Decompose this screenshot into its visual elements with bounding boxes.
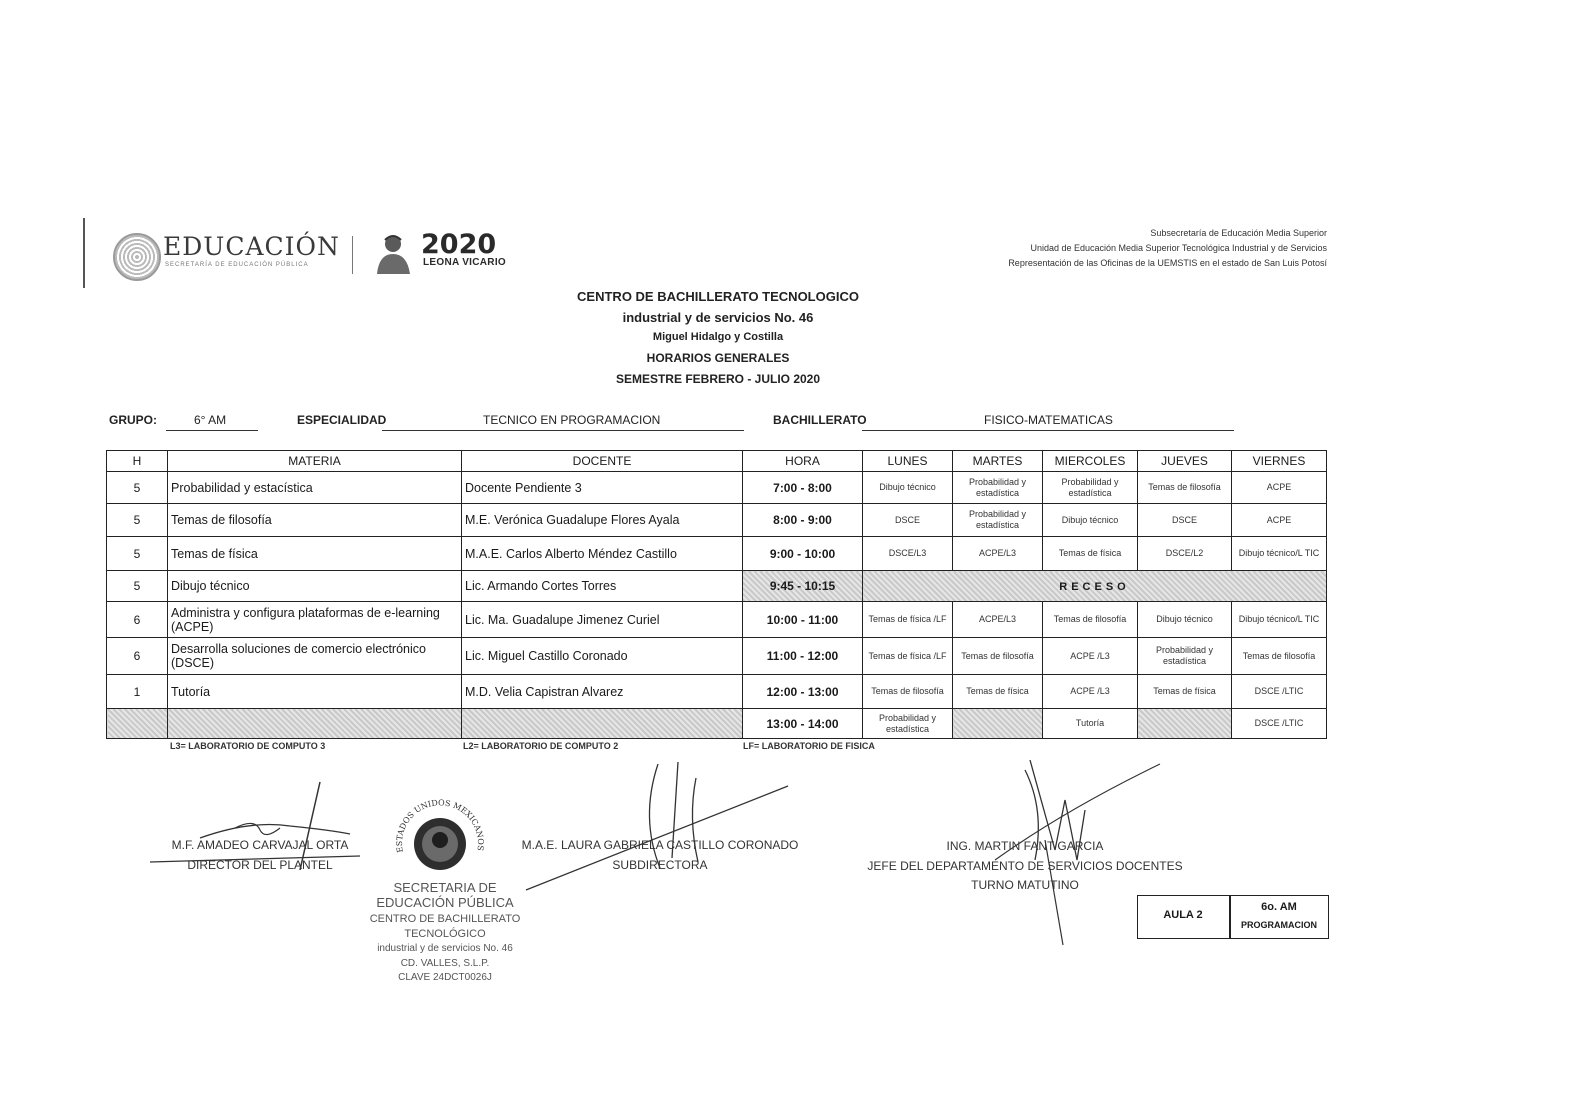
year-logo-subtitle: LEONA VICARIO — [423, 257, 506, 268]
header-hora: HORA — [743, 451, 863, 472]
cell-viernes: Dibujo técnico/L TIC — [1232, 537, 1327, 571]
jefe-shift: TURNO MATUTINO — [971, 878, 1079, 892]
educacion-logo-subtext: SECRETARÍA DE EDUCACIÓN PÚBLICA — [165, 262, 309, 268]
table-row — [107, 504, 1327, 537]
jefe-role: JEFE DEL DEPARTAMENTO DE SERVICIOS DOCENTES — [867, 859, 1183, 873]
row-docente: Lic. Armando Cortes Torres — [462, 571, 743, 602]
cell-lunes: Temas de física /LF — [863, 638, 953, 675]
header-martes: MARTES — [953, 451, 1043, 472]
cell-lunes: Temas de filosofía — [863, 675, 953, 709]
cell-martes: ACPE/L3 — [953, 602, 1043, 638]
cell-lunes: Temas de física /LF — [863, 602, 953, 638]
table-row — [107, 675, 1327, 709]
aula-group: 6o. AM — [1261, 901, 1297, 913]
jefe-name: ING. MARTIN FANT GARCIA — [946, 839, 1104, 853]
bachillerato-underline — [862, 430, 1234, 431]
stamp-line-5: industrial y de servicios No. 46 — [377, 943, 513, 954]
stamp-line-4: TECNOLÓGICO — [404, 928, 486, 940]
subdirector-name: M.A.E. LAURA GABRIELA CASTILLO CORONADO — [521, 838, 799, 852]
subdirector-role: SUBDIRECTORA — [612, 858, 708, 872]
cell-jueves: Temas de filosofía — [1138, 472, 1232, 504]
row-docente: M.D. Velia Capistran Alvarez — [462, 675, 743, 709]
stamp-line-6: CD. VALLES, S.L.P. — [400, 958, 490, 969]
schedule-table — [106, 450, 1327, 739]
cell-martes: Temas de filosofía — [953, 638, 1043, 675]
header-right-line-1: Subsecretaría de Educación Media Superior — [1150, 228, 1327, 238]
row-materia — [168, 709, 462, 739]
row-docente: M.A.E. Carlos Alberto Méndez Castillo — [462, 537, 743, 571]
header-viernes: VIERNES — [1232, 451, 1327, 472]
row-materia: Administra y configura plataformas de e-learning (ACPE) — [168, 602, 462, 638]
seal-ring-text: ESTADOS UNIDOS MEXICANOS — [394, 798, 486, 854]
row-hours: 1 — [107, 675, 168, 709]
row-hours: 6 — [107, 638, 168, 675]
school-subtitle: industrial y de servicios No. 46 — [622, 310, 814, 325]
semester-label: SEMESTRE FEBRERO - JULIO 2020 — [615, 372, 821, 386]
official-seal-icon — [391, 792, 489, 882]
cell-viernes: DSCE /LTIC — [1232, 675, 1327, 709]
cell-viernes: Temas de filosofía — [1232, 638, 1327, 675]
legend-l2: L2= LABORATORIO DE COMPUTO 2 — [463, 741, 619, 751]
aula-label: AULA 2 — [1163, 909, 1203, 921]
row-hours: 5 — [107, 537, 168, 571]
legend-l3: L3= LABORATORIO DE COMPUTO 3 — [170, 741, 326, 751]
row-materia: Probabilidad y estacística — [168, 472, 462, 504]
row-materia: Temas de filosofía — [168, 504, 462, 537]
cell-jueves — [1138, 709, 1232, 739]
receso-label: RECESO — [1059, 581, 1130, 593]
national-seal-icon — [113, 233, 161, 281]
cell-viernes: DSCE /LTIC — [1232, 709, 1327, 739]
table-row — [107, 537, 1327, 571]
header-right-line-3: Representación de las Oficinas de la UEMSTIS en el estado de San Luis Potosí — [1008, 258, 1327, 268]
cell-jueves: Dibujo técnico — [1138, 602, 1232, 638]
row-hora: 9:00 - 10:00 — [743, 537, 863, 571]
cell-martes: ACPE/L3 — [953, 537, 1043, 571]
table-row-receso — [107, 571, 1327, 602]
header-lunes: LUNES — [863, 451, 953, 472]
header-h: H — [107, 451, 168, 472]
leona-vicario-portrait-icon — [371, 232, 416, 274]
header-left-bar — [83, 218, 85, 288]
aula-specialty: PROGRAMACION — [1241, 920, 1317, 930]
table-header-row — [107, 451, 1327, 472]
grupo-underline — [166, 430, 258, 431]
stamp-line-7: CLAVE 24DCT0026J — [398, 972, 492, 983]
row-hours: 5 — [107, 504, 168, 537]
cell-viernes: ACPE — [1232, 472, 1327, 504]
row-hora: 7:00 - 8:00 — [743, 472, 863, 504]
row-hora: 10:00 - 11:00 — [743, 602, 863, 638]
logo-divider — [352, 236, 353, 274]
row-docente: Docente Pendiente 3 — [462, 472, 743, 504]
cell-jueves: Temas de física — [1138, 675, 1232, 709]
header-docente: DOCENTE — [462, 451, 743, 472]
row-docente: Lic. Miguel Castillo Coronado — [462, 638, 743, 675]
cell-lunes: DSCE/L3 — [863, 537, 953, 571]
cell-miercoles: Dibujo técnico — [1043, 504, 1138, 537]
row-materia: Desarrolla soluciones de comercio electrónico (DSCE) — [168, 638, 462, 675]
legend-lf: LF= LABORATORIO DE FISICA — [743, 741, 875, 751]
cell-viernes: Dibujo técnico/L TIC — [1232, 602, 1327, 638]
cell-miercoles: Temas de física — [1043, 537, 1138, 571]
cell-miercoles: ACPE /L3 — [1043, 638, 1138, 675]
row-docente: Lic. Ma. Guadalupe Jimenez Curiel — [462, 602, 743, 638]
school-name: CENTRO DE BACHILLERATO TECNOLOGICO — [577, 289, 859, 304]
especialidad-underline — [382, 430, 744, 431]
row-hours: 6 — [107, 602, 168, 638]
cell-lunes: DSCE — [863, 504, 953, 537]
header-miercoles: MIERCOLES — [1043, 451, 1138, 472]
table-row — [107, 472, 1327, 504]
cell-lunes: Probabilidad y estadística — [863, 709, 953, 739]
cell-miercoles: ACPE /L3 — [1043, 675, 1138, 709]
row-hora: 11:00 - 12:00 — [743, 638, 863, 675]
cell-miercoles: Tutoría — [1043, 709, 1138, 739]
row-hora: 8:00 - 9:00 — [743, 504, 863, 537]
header-right-line-2: Unidad de Educación Media Superior Tecnológica Industrial y de Servicios — [1030, 243, 1327, 253]
row-hours: 5 — [107, 472, 168, 504]
row-docente — [462, 709, 743, 739]
director-role: DIRECTOR DEL PLANTEL — [187, 858, 333, 872]
cell-martes: Probabilidad y estadística — [953, 472, 1043, 504]
school-patron: Miguel Hidalgo y Costilla — [652, 331, 784, 343]
cell-martes: Probabilidad y estadística — [953, 504, 1043, 537]
subdirector-signature-icon — [520, 758, 800, 898]
row-materia: Dibujo técnico — [168, 571, 462, 602]
table-row — [107, 638, 1327, 675]
year-logo: 2020 — [421, 229, 497, 260]
stamp-line-2: EDUCACIÓN PÚBLICA — [376, 895, 514, 910]
row-hora: 9:45 - 10:15 — [743, 571, 863, 602]
cell-miercoles: Probabilidad y estadística — [1043, 472, 1138, 504]
row-hora: 13:00 - 14:00 — [743, 709, 863, 739]
cell-lunes: Dibujo técnico — [863, 472, 953, 504]
row-hora: 12:00 - 13:00 — [743, 675, 863, 709]
row-materia: Tutoría — [168, 675, 462, 709]
row-docente: M.E. Verónica Guadalupe Flores Ayala — [462, 504, 743, 537]
bachillerato-value: FISICO-MATEMATICAS — [984, 413, 1113, 427]
row-hours: 5 — [107, 571, 168, 602]
cell-martes: Temas de física — [953, 675, 1043, 709]
grupo-value: 6° AM — [194, 413, 227, 427]
director-name: M.F. AMADEO CARVAJAL ORTA — [171, 838, 349, 852]
receso-cell — [863, 571, 1327, 602]
cell-martes — [953, 709, 1043, 739]
stamp-line-1: SECRETARIA DE — [393, 880, 497, 895]
cell-jueves: DSCE/L2 — [1138, 537, 1232, 571]
grupo-label: GRUPO: — [109, 413, 157, 427]
stamp-line-3: CENTRO DE BACHILLERATO — [369, 913, 521, 925]
bachillerato-label: BACHILLERATO — [773, 413, 867, 427]
especialidad-value: TECNICO EN PROGRAMACION — [483, 413, 661, 427]
document-title: HORARIOS GENERALES — [646, 351, 790, 365]
cell-miercoles: Temas de filosofía — [1043, 602, 1138, 638]
row-materia: Temas de física — [168, 537, 462, 571]
row-hours — [107, 709, 168, 739]
table-row — [107, 602, 1327, 638]
table-row — [107, 709, 1327, 739]
header-jueves: JUEVES — [1138, 451, 1232, 472]
header-materia: MATERIA — [168, 451, 462, 472]
educacion-logo-text: EDUCACIÓN — [163, 232, 340, 261]
cell-jueves: DSCE — [1138, 504, 1232, 537]
especialidad-label: ESPECIALIDAD — [297, 413, 387, 427]
cell-viernes: ACPE — [1232, 504, 1327, 537]
cell-jueves: Probabilidad y estadística — [1138, 638, 1232, 675]
